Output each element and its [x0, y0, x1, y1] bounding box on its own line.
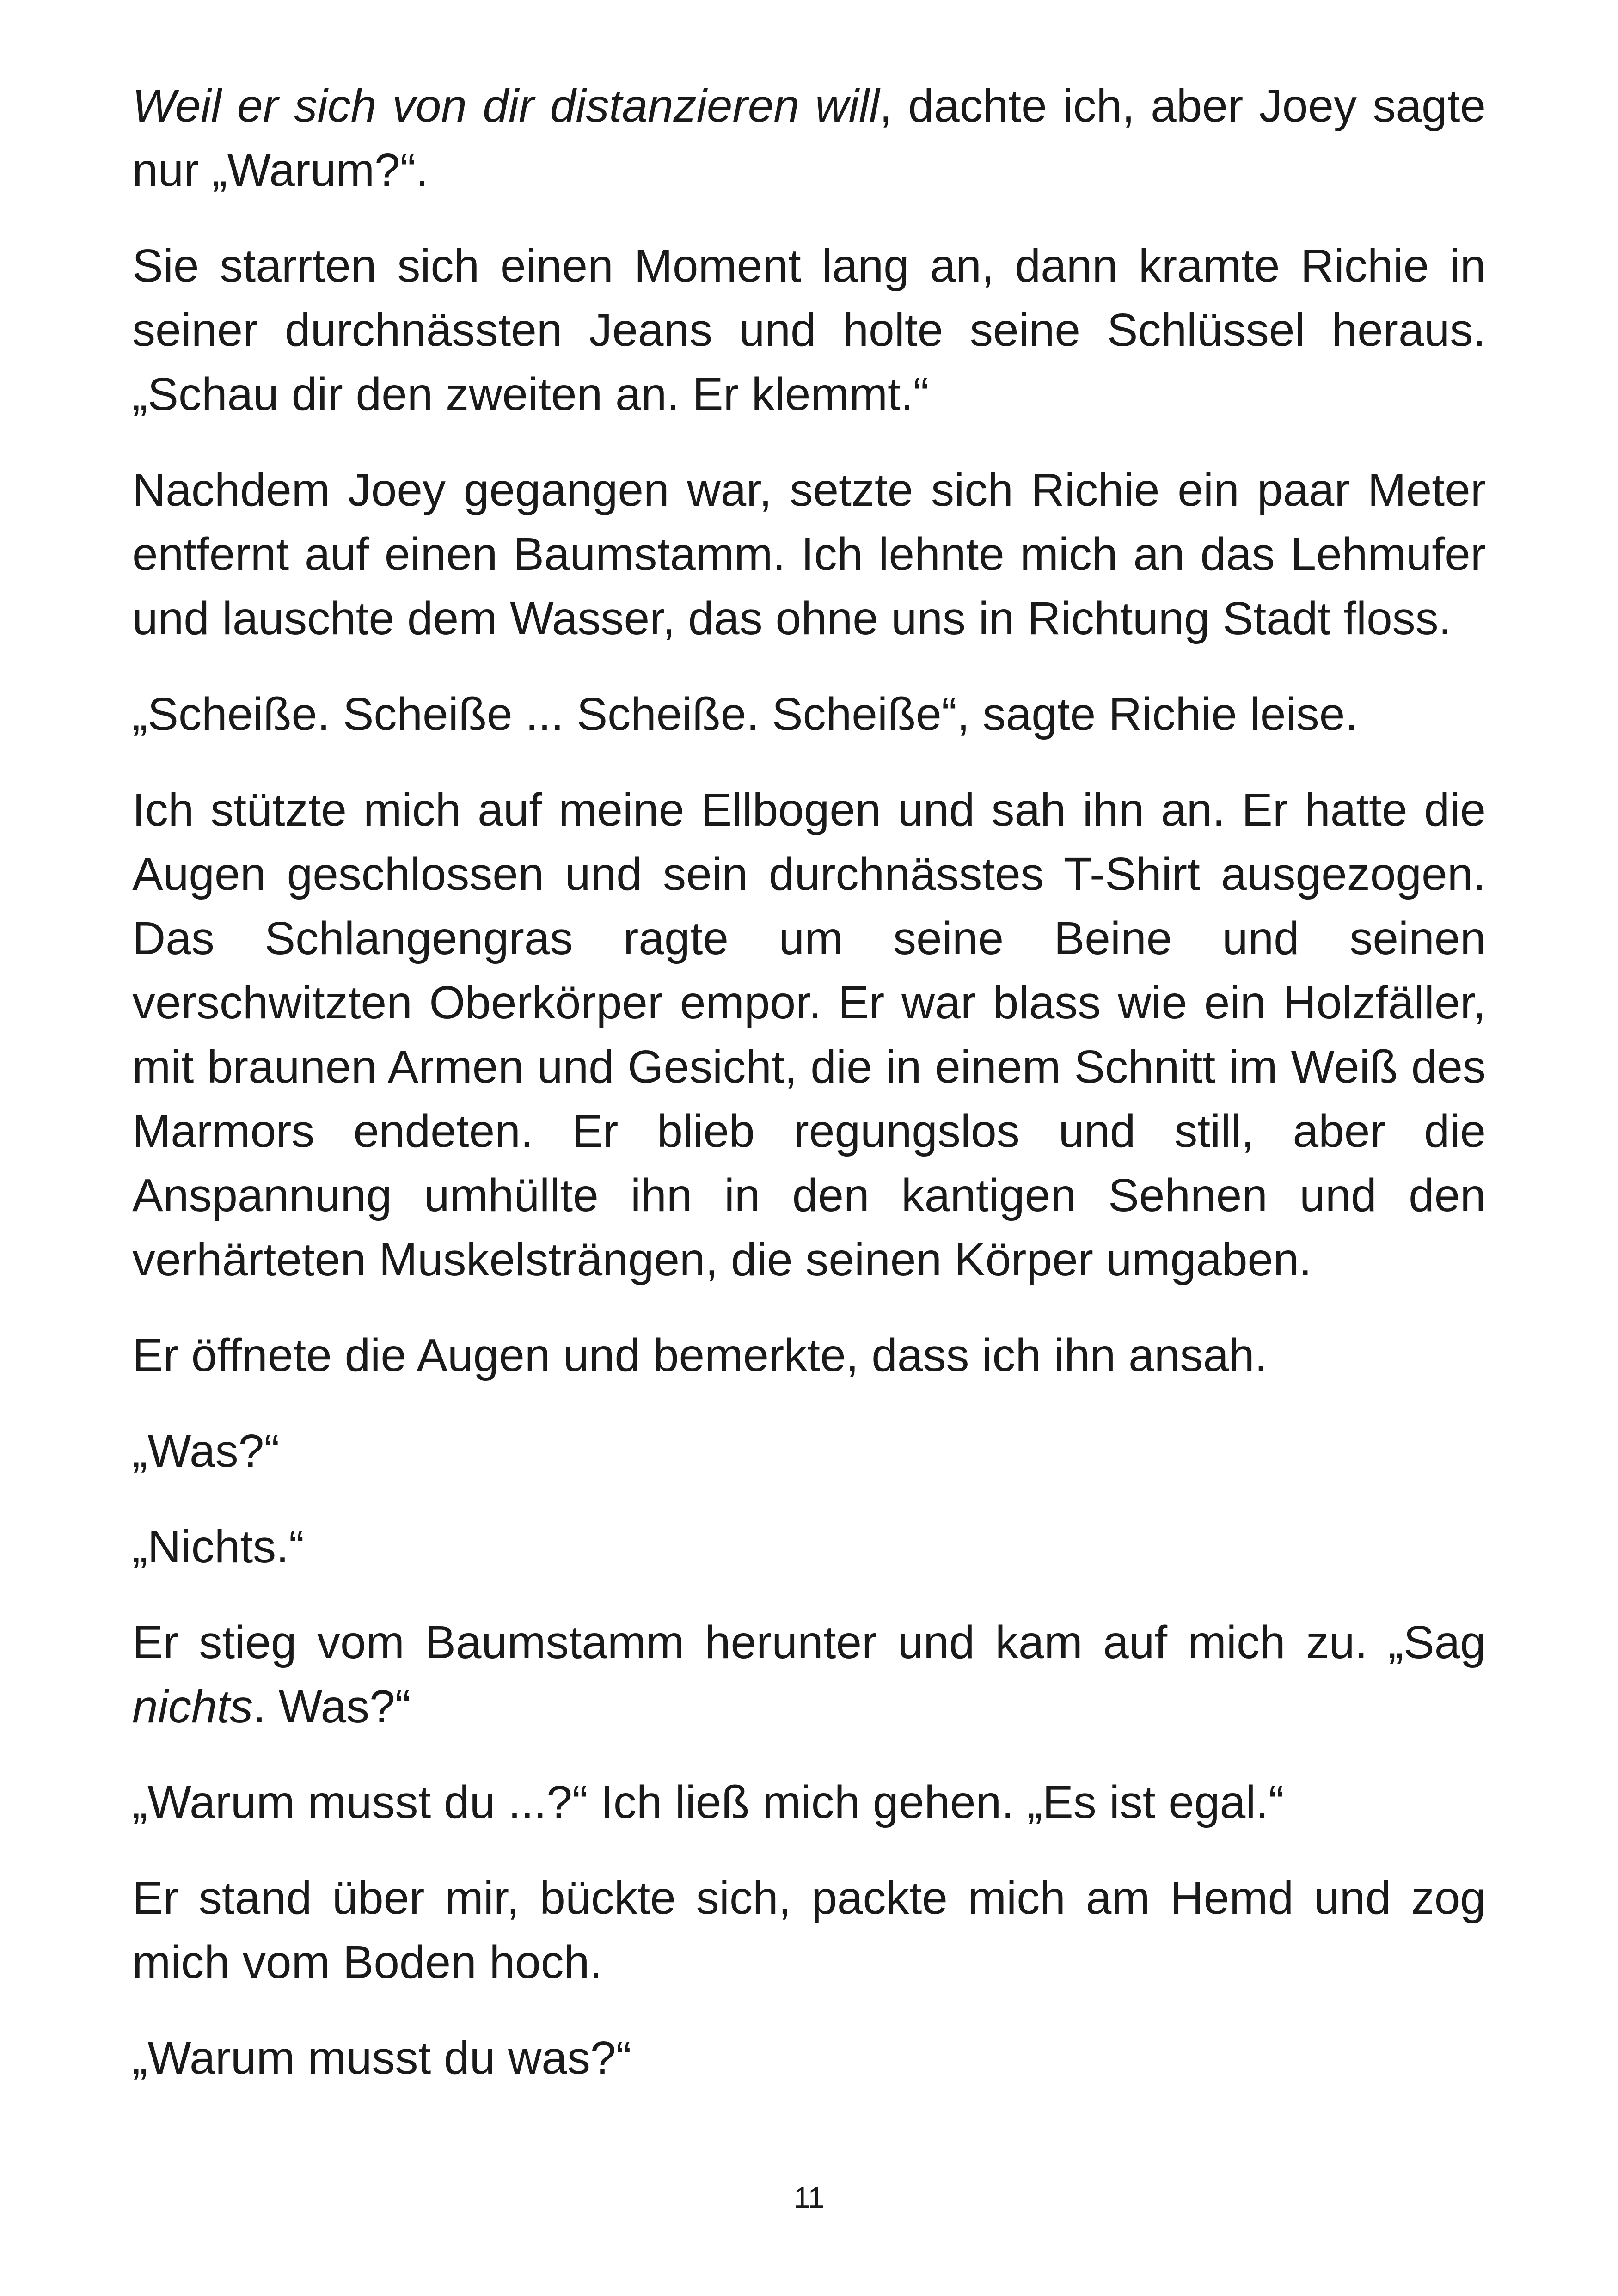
paragraph-2: [132, 234, 1486, 427]
paragraph-11-text: Er stand über mir, bückte sich, packte mich am Hemd und zog mich vom Boden hoch.: [132, 1872, 1486, 1988]
paragraph-9-before: Er stieg vom Baumstamm herunter und kam auf mich zu. „Sag: [132, 1616, 1486, 1668]
paragraph-12: [132, 2026, 1486, 2090]
paragraph-4: [132, 682, 1486, 747]
paragraph-1: [132, 74, 1486, 202]
paragraph-3: [132, 458, 1486, 651]
paragraph-11: [132, 1866, 1486, 1995]
paragraph-10: [132, 1770, 1486, 1835]
paragraph-8-text: „Nichts.“: [132, 1521, 305, 1573]
paragraph-3-text: Nachdem Joey gegangen war, setzte sich Richie ein paar Meter entfernt auf einen Baumstamm. Ich lehnte mich an das Lehmufer und lauschte dem Wasser, das ohne uns in Richtung Stadt floss.: [132, 464, 1486, 644]
paragraph-9-after: . Was?“: [253, 1681, 411, 1733]
body-text: [132, 74, 1486, 2122]
paragraph-9-italic: nichts: [132, 1681, 253, 1733]
paragraph-10-text: „Warum musst du ...?“ Ich ließ mich gehen. „Es ist egal.“: [132, 1776, 1284, 1828]
paragraph-4-text: „Scheiße. Scheiße ... Scheiße. Scheiße“, sagte Richie leise.: [132, 688, 1358, 740]
paragraph-9: [132, 1610, 1486, 1739]
paragraph-8: [132, 1515, 1486, 1579]
paragraph-7: [132, 1419, 1486, 1483]
paragraph-7-text: „Was?“: [132, 1425, 280, 1477]
paragraph-6-text: Er öffnete die Augen und bemerkte, dass ich ihn ansah.: [132, 1329, 1268, 1381]
paragraph-2-text: Sie starrten sich einen Moment lang an, dann kramte Richie in seiner durchnässten Jeans und holte seine Schlüssel heraus. „Schau dir den zweiten an. Er klemmt.“: [132, 240, 1486, 420]
paragraph-1-italic: Weil er sich von dir distanzieren will: [132, 80, 880, 132]
page-number: 11: [793, 2181, 825, 2214]
paragraph-5: [132, 778, 1486, 1292]
paragraph-6: [132, 1323, 1486, 1388]
paragraph-1-text: , dachte ich, aber Joey sagte nur „Warum?“.: [132, 80, 1486, 196]
paragraph-5-text: Ich stützte mich auf meine Ellbogen und sah ihn an. Er hatte die Augen geschlossen und sein durchnässtes T-Shirt ausgezogen. Das Schlangengras ragte um seine Beine und seinen verschwitzten Oberkörper empor. Er war blass wie ein Holzfäller, mit braunen Armen und Gesicht, die in einem Schnitt im Weiß des Marmors endeten. Er blieb regungslos und still, aber die Anspannung umhüllte ihn in den kantigen Sehnen und den verhärteten Muskelsträngen, die seinen Körper umgaben.: [132, 784, 1486, 1286]
paragraph-12-text: „Warum musst du was?“: [132, 2032, 631, 2084]
